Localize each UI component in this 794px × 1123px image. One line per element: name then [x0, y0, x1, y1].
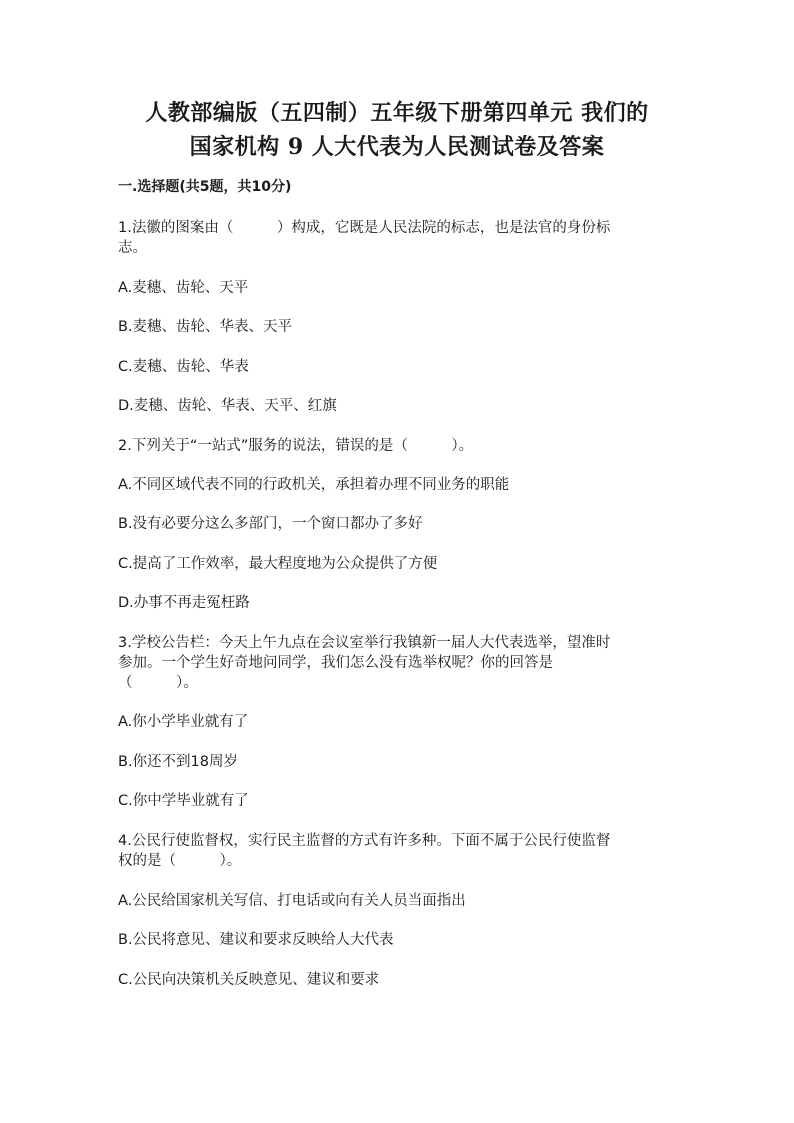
question-1-stem-line-1: 1.法徽的图案由（ ）构成，它既是人民法院的标志，也是法官的身份标	[118, 220, 611, 236]
question-1-option-b: B.麦穗、齿轮、华表、天平	[118, 319, 293, 335]
document-title	[110, 96, 684, 164]
title-line-2: 国家机构 9 人大代表为人民测试卷及答案	[189, 134, 605, 160]
question-2-option-c: C.提高了工作效率，最大程度地为公众提供了方便	[118, 556, 438, 572]
question-1-stem-line-2: 志。	[118, 240, 147, 256]
question-3-stem-line-2: 参加。一个学生好奇地问同学，我们怎么没有选举权呢？你的回答是	[118, 655, 553, 671]
question-2-stem-line-1: 2.下列关于“一站式”服务的说法，错误的是（ ）。	[118, 438, 474, 454]
question-2-option-b: B.没有必要分这么多部门，一个窗口都办了多好	[118, 516, 423, 532]
question-4-stem-line-2: 权的是（ ）。	[118, 853, 242, 869]
question-2-option-a: A.不同区域代表不同的行政机关，承担着办理不同业务的职能	[118, 477, 510, 493]
question-2-option-d: D.办事不再走冤枉路	[118, 595, 250, 611]
question-4-option-a: A.公民给国家机关写信、打电话或向有关人员当面指出	[118, 893, 466, 909]
question-3-stem-line-3: （ ）。	[118, 675, 198, 691]
question-3-stem-line-1: 3.学校公告栏：今天上午九点在会议室举行我镇新一届人大代表选举，望准时	[118, 635, 611, 651]
question-1-option-a: A.麦穗、齿轮、天平	[118, 280, 249, 296]
question-4-option-b: B.公民将意见、建议和要求反映给人大代表	[118, 932, 394, 948]
question-4-stem-line-1: 4.公民行使监督权，实行民主监督的方式有许多种。下面不属于公民行使监督	[118, 833, 611, 849]
title-line-1: 人教部编版（五四制）五年级下册第四单元 我们的	[145, 100, 649, 126]
question-1-option-d: D.麦穗、齿轮、华表、天平、红旗	[118, 398, 337, 414]
question-3-option-a: A.你小学毕业就有了	[118, 714, 249, 730]
question-3-option-b: B.你还不到18周岁	[118, 754, 239, 770]
question-1-option-c: C.麦穗、齿轮、华表	[118, 359, 249, 375]
question-3-option-c: C.你中学毕业就有了	[118, 793, 249, 809]
section-heading: 一.选择题(共5题，共10分)	[118, 179, 292, 195]
question-4-option-c: C.公民向决策机关反映意见、建议和要求	[118, 972, 380, 988]
